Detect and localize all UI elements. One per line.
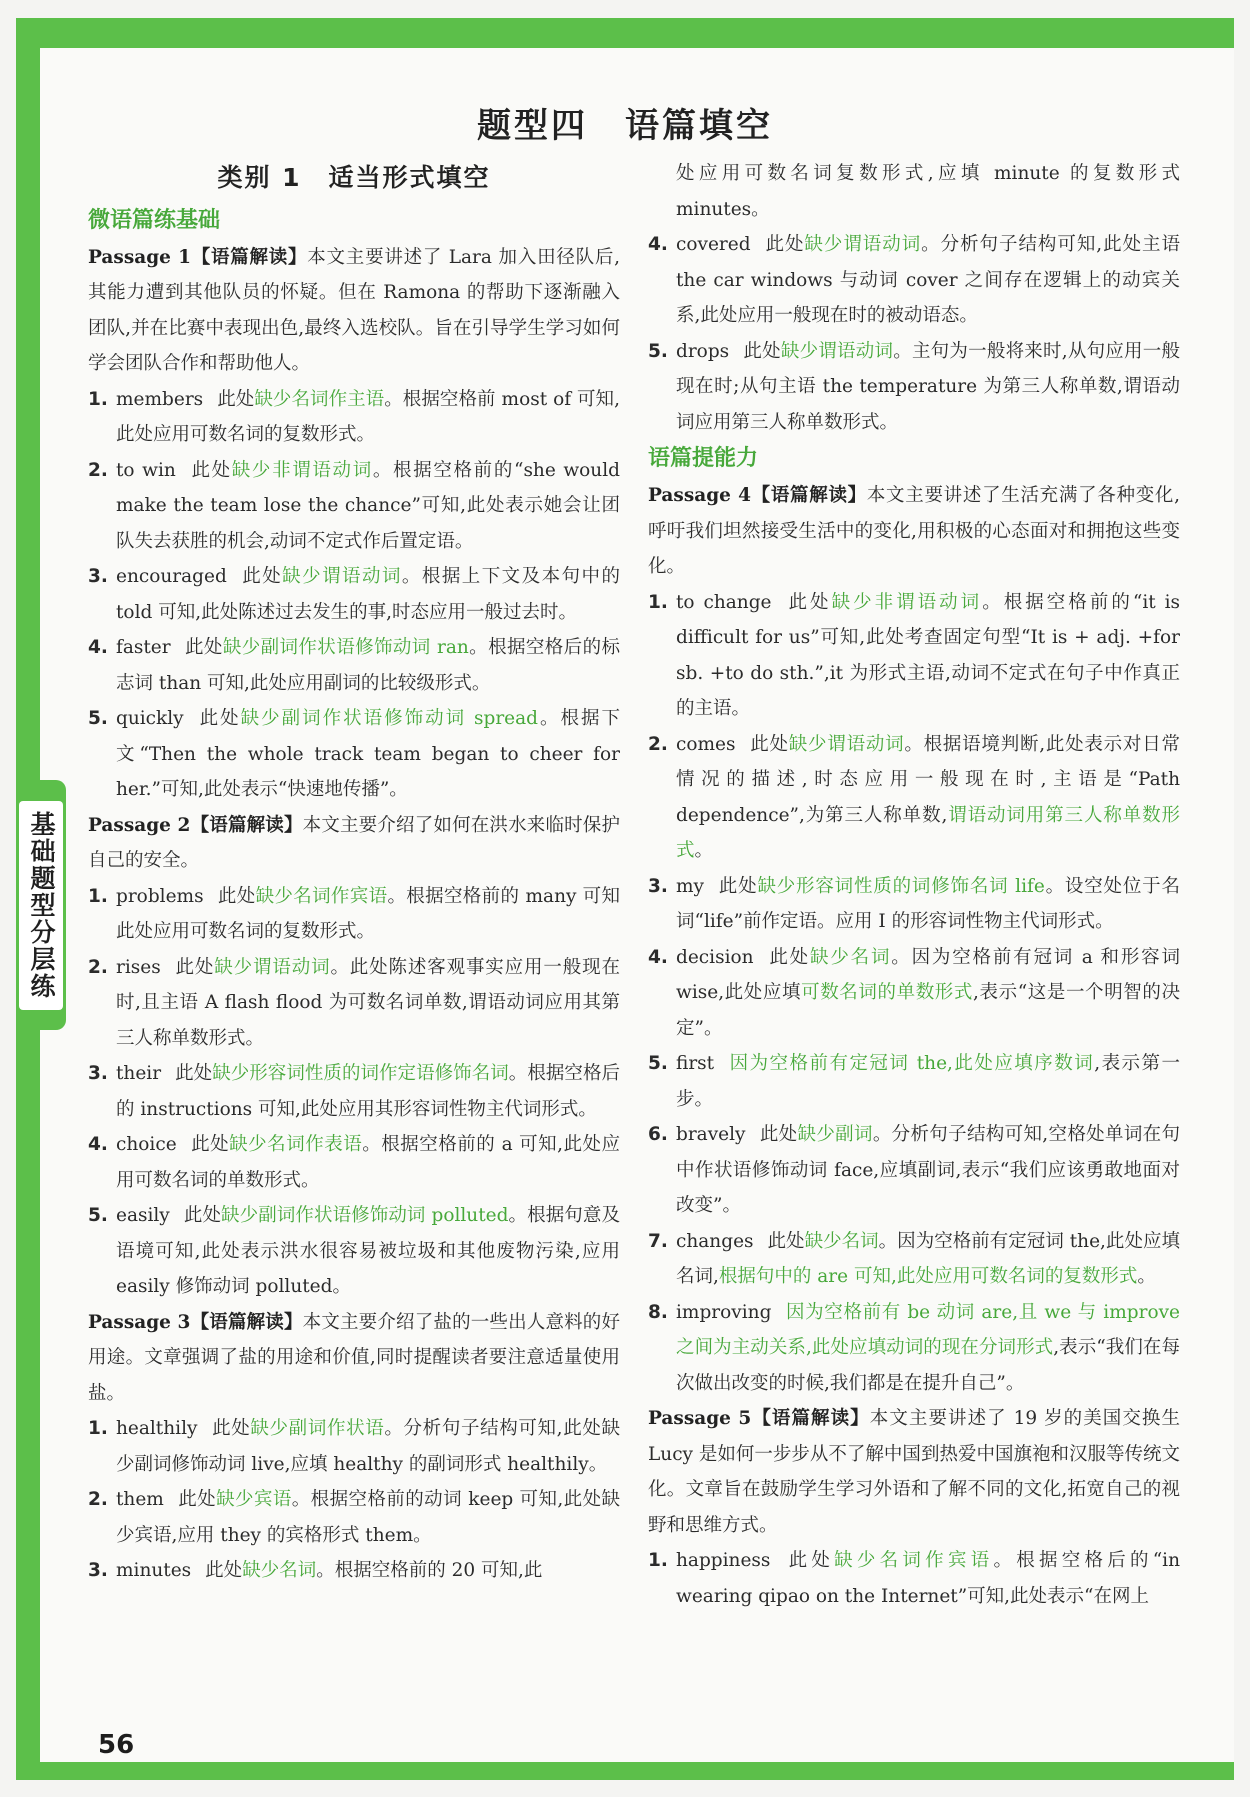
highlight-text: 缺少名词作宾语 xyxy=(255,885,388,907)
item-explanation xyxy=(116,1056,620,1127)
explanation-text: 。根据语境判断,此处表示对日常情况的描述,时态应用一般现在时,主语是“Path dependence”,为第三人称单数, xyxy=(676,733,1180,826)
item-number: 4. xyxy=(88,637,108,658)
explanation-text: 此处 xyxy=(749,733,789,755)
passage-1-intro xyxy=(88,240,620,382)
item-number: 5. xyxy=(648,1053,668,1074)
answer-item xyxy=(648,1117,1180,1224)
answer-item xyxy=(88,1411,620,1482)
item-explanation xyxy=(116,950,620,1057)
explanation-text: 。根据空格前 most of 可知,此处应用可数名词的复数形式。 xyxy=(116,388,620,445)
passage-heading: Passage 5【语篇解读】 xyxy=(648,1408,870,1429)
passage-summary: 本文主要讲述了 19 岁的美国交换生 Lucy 是如何一步步从不了解中国到热爱中国旗袍和汉服等传统文化。文章旨在鼓励学生学习外语和了解不同的文化,拓宽自己的视野和思维方式。 xyxy=(648,1408,1180,1536)
item-explanation xyxy=(116,1553,620,1589)
answer-word: encouraged xyxy=(116,566,227,587)
answer-word: happiness xyxy=(676,1550,771,1571)
explanation-text: 此处 xyxy=(240,566,283,587)
passage-3-items-cont xyxy=(648,227,1180,440)
explanation-text: 。根据空格前的“it is difficult for us”可知,此处考查固定句型“It is + adj. +for sb. +to do sth.”,it 为形式主语,动词不定式在句子中作真正的主语。 xyxy=(676,591,1180,719)
answer-item xyxy=(88,1056,620,1127)
answer-item xyxy=(88,1553,620,1589)
answer-item xyxy=(648,334,1180,441)
item-explanation xyxy=(676,227,1180,334)
explanation-text: 此处 xyxy=(190,1134,230,1155)
explanation-text: 。根据下文“Then the whole track team began to cheer for her.”可知,此处表示“快速地传播”。 xyxy=(116,708,620,800)
side-tab-label: 基础题型分层练 xyxy=(19,801,63,1010)
section-heading-basic: 微语篇练基础 xyxy=(88,207,221,233)
answer-word: them xyxy=(116,1489,164,1510)
passage-2-intro xyxy=(88,808,620,879)
item-explanation xyxy=(116,1127,620,1198)
passage-heading: Passage 4【语篇解读】 xyxy=(648,485,867,506)
passage-summary: 本文主要讲述了 Lara 加入田径队后,其能力遭到其他队员的怀疑。但在 Ramona 的帮助下逐渐融入团队,并在比赛中表现出色,最终入选校队。旨在引导学生学习如何学会团队合作和帮助他人。 xyxy=(88,246,620,374)
explanation-text: 此处 xyxy=(183,1205,222,1226)
highlight-text: 缺少形容词性质的词作定语修饰名词 xyxy=(212,1063,509,1084)
explanation-text: 。根据空格前的动词 keep 可知,此处缺少宾语,应用 they 的宾格形式 them。 xyxy=(116,1489,620,1546)
answer-item xyxy=(648,1224,1180,1295)
explanation-text: 。根据空格后的“in wearing qipao on the Internet”可知,此处表示“在网上 xyxy=(676,1550,1180,1607)
highlight-text: 缺少形容词性质的词修饰名词 life xyxy=(757,875,1045,897)
highlight-text: 因为空格前有定冠词 the,此处应填序数词 xyxy=(728,1053,1095,1074)
highlight-text: 缺少名词作表语 xyxy=(229,1134,363,1155)
answer-item xyxy=(648,1295,1180,1402)
category-title: 类别 1 适当形式填空 xyxy=(217,163,491,192)
item-explanation xyxy=(116,879,620,950)
item-explanation xyxy=(676,1295,1180,1402)
explanation-text: 此处 xyxy=(759,1124,798,1145)
frame-bottom-bar xyxy=(16,1762,1234,1780)
item-explanation xyxy=(116,559,620,630)
explanation-text: 。根据空格前的 20 可知,此 xyxy=(316,1560,543,1581)
answer-item xyxy=(648,869,1180,940)
highlight-text: 可数名词的单数形式 xyxy=(801,982,974,1003)
item-explanation xyxy=(676,869,1180,940)
highlight-text: 缺少谓语动词 xyxy=(804,234,922,255)
explanation-text: 。分析句子结构可知,此处主语 the car windows 与动词 cover 之间存在逻辑上的动宾关系,此处应用一般现在时的被动语态。 xyxy=(676,234,1180,326)
item-explanation xyxy=(116,701,620,808)
passage-summary: 本文主要讲述了生活充满了各种变化,呼吁我们坦然接受生活中的变化,用积极的心态面对和拥抱这些变化。 xyxy=(648,485,1180,577)
item-number: 4. xyxy=(88,1134,108,1155)
highlight-text: 缺少宾语 xyxy=(216,1489,292,1510)
passage-summary: 本文主要介绍了盐的一些出人意料的好用途。文章强调了盐的用途和价值,同时提醒读者要注意适量使用盐。 xyxy=(88,1311,620,1404)
item-number: 2. xyxy=(88,1489,108,1510)
answer-word: their xyxy=(116,1063,162,1084)
passage-5-items xyxy=(648,1543,1180,1614)
explanation-text: 。根据句意及语境可知,此处表示洪水很容易被垃圾和其他废物污染,应用 easily 修饰动词 polluted。 xyxy=(116,1205,620,1297)
item-number: 1. xyxy=(648,1550,668,1571)
explanation-text: 。分析句子结构可知,此处缺少副词修饰动词 live,应填 healthy 的副词形式 healthily。 xyxy=(116,1418,620,1475)
answer-word: choice xyxy=(116,1134,177,1155)
passage-3-intro xyxy=(88,1305,620,1412)
item-number: 3. xyxy=(88,1063,108,1084)
answer-word: quickly xyxy=(116,708,184,729)
highlight-text: 缺少谓语动词 xyxy=(214,956,331,978)
item-explanation xyxy=(116,1411,620,1482)
answer-word: problems xyxy=(116,885,204,907)
explanation-text: 。 xyxy=(1137,1266,1156,1287)
explanation-text: 。根据空格前的 a 可知,此处应用可数名词的单数形式。 xyxy=(116,1134,620,1191)
highlight-text: 缺少名词 xyxy=(804,1230,879,1252)
passage-3-items xyxy=(88,1411,620,1589)
answer-item xyxy=(88,879,620,950)
highlight-text: 缺少谓语动词 xyxy=(282,566,402,587)
explanation-text: 此处 xyxy=(217,885,256,907)
frame-top-bar xyxy=(16,18,1234,48)
explanation-text: 。因为空格前有冠词 a 和形容词 wise,此处应填 xyxy=(676,946,1180,1003)
answer-item xyxy=(648,1046,1180,1117)
explanation-text: ,表示“这是一个明智的决定”。 xyxy=(676,982,1180,1039)
answer-item xyxy=(88,630,620,701)
explanation-text: 此处 xyxy=(217,388,255,410)
passage-4-items xyxy=(648,585,1180,1402)
highlight-text: 缺少名词 xyxy=(242,1560,317,1581)
explanation-text: 。根据空格后的标志词 than 可知,此处应用副词的比较级形式。 xyxy=(116,637,620,694)
item-number: 2. xyxy=(648,733,668,755)
highlight-text: 缺少非谓语动词 xyxy=(831,591,983,613)
highlight-text: 因为空格前有 be 动词 are,且 we 与 improve 之间为主动关系,此处应填动词的现在分词形式 xyxy=(676,1301,1180,1358)
section-heading-advance: 语篇提能力 xyxy=(648,446,759,471)
answer-item xyxy=(648,1543,1180,1614)
continued-text: 处应用可数名词复数形式,应填 minute 的复数形式 minutes。 xyxy=(676,163,1180,220)
highlight-text: 缺少副词作状语修饰动词 ran xyxy=(222,637,469,658)
explanation-text: 。根据空格前的“she would make the team lose the chance”可知,此处表示她会让团队失去获胜的机会,动词不定式作后置定语。 xyxy=(116,459,620,552)
item-number: 4. xyxy=(648,946,668,968)
item-explanation xyxy=(676,1046,1180,1117)
highlight-text: 谓语动词用第三人称单数形式 xyxy=(676,804,1180,861)
item-explanation xyxy=(676,1543,1180,1614)
answer-word: easily xyxy=(116,1205,170,1226)
answer-word: minutes xyxy=(116,1560,192,1581)
page-title: 题型四 语篇填空 xyxy=(477,106,773,146)
explanation-text: 。此处陈述客观事实应用一般现在时,且主语 A flash flood 为可数名词单数,谓语动词应用其第三人称单数形式。 xyxy=(116,956,620,1049)
item-number: 2. xyxy=(88,459,108,481)
item-number: 8. xyxy=(648,1301,668,1323)
explanation-text: 此处 xyxy=(177,1489,217,1510)
highlight-text: 缺少副词作状语修饰动词 spread xyxy=(240,708,538,729)
item-explanation xyxy=(676,727,1180,869)
passage-heading: Passage 3【语篇解读】 xyxy=(88,1311,303,1333)
item-number: 1. xyxy=(648,591,668,613)
answer-item xyxy=(648,585,1180,727)
answer-word: improving xyxy=(676,1301,772,1323)
explanation-text: 此处 xyxy=(764,234,805,255)
answer-word: changes xyxy=(676,1230,754,1252)
explanation-text: ,表示第一步。 xyxy=(676,1053,1180,1110)
explanation-text: 。设空处位于名词“life”前作定语。应用 I 的形容词性物主代词形式。 xyxy=(676,875,1180,932)
item-explanation xyxy=(116,1482,620,1553)
explanation-text: 此处 xyxy=(743,340,781,362)
explanation-text: 。根据空格前的 many 可知此处应用可数名词的复数形式。 xyxy=(116,885,620,942)
answer-item xyxy=(648,727,1180,869)
highlight-text: 缺少副词 xyxy=(797,1124,873,1145)
answer-item xyxy=(88,1198,620,1305)
explanation-text: 此处 xyxy=(785,591,832,613)
page-number: 56 xyxy=(98,1730,135,1760)
answer-word: to change xyxy=(676,591,772,613)
explanation-text: 此处 xyxy=(205,1560,243,1581)
answer-item xyxy=(88,453,620,560)
item-explanation xyxy=(676,940,1180,1047)
explanation-text: 。主句为一般将来时,从句应用一般现在时;从句主语 the temperature 为第三人称单数,谓语动词应用第三人称单数形式。 xyxy=(676,340,1180,433)
highlight-text: 缺少名词 xyxy=(810,946,892,968)
item-number: 5. xyxy=(648,340,668,362)
item-number: 3. xyxy=(88,566,108,587)
answer-item xyxy=(648,940,1180,1047)
explanation-text: 此处 xyxy=(211,1418,251,1439)
highlight-text: 缺少谓语动词 xyxy=(780,340,894,362)
explanation-text: 此处 xyxy=(189,459,232,481)
answer-word: healthily xyxy=(116,1418,198,1439)
answer-item xyxy=(88,1482,620,1553)
answer-word: my xyxy=(676,875,704,897)
explanation-text: 此处 xyxy=(174,956,215,978)
item-number: 3. xyxy=(648,875,668,897)
answer-word: decision xyxy=(676,946,754,968)
passage-4-intro xyxy=(648,478,1180,585)
answer-item xyxy=(88,1127,620,1198)
highlight-text: 缺少谓语动词 xyxy=(788,733,905,755)
item-explanation xyxy=(676,585,1180,727)
passage-heading: Passage 1【语篇解读】 xyxy=(88,246,308,268)
item-explanation xyxy=(676,334,1180,441)
highlight-text: 缺少非谓语动词 xyxy=(231,459,373,481)
explanation-text: 此处 xyxy=(197,708,241,729)
answer-word: comes xyxy=(676,733,736,755)
item-explanation xyxy=(676,1224,1180,1295)
item-number: 7. xyxy=(648,1230,668,1252)
item-explanation xyxy=(116,453,620,560)
answer-item xyxy=(88,382,620,453)
answer-word: first xyxy=(676,1053,715,1074)
explanation-text: 此处 xyxy=(767,946,810,968)
item-explanation xyxy=(116,382,620,453)
passage-summary: 本文主要介绍了如何在洪水来临时保护自己的安全。 xyxy=(88,814,620,871)
highlight-text: 缺少名词作主语 xyxy=(254,388,385,410)
answer-word: drops xyxy=(676,340,730,362)
answer-item xyxy=(88,950,620,1057)
passage-2-items xyxy=(88,879,620,1305)
passage-5-intro xyxy=(648,1401,1180,1543)
item-number: 4. xyxy=(648,234,668,255)
item-number: 6. xyxy=(648,1124,668,1145)
item-number: 1. xyxy=(88,388,108,410)
explanation-text: 此处 xyxy=(184,637,223,658)
answer-word: members xyxy=(116,388,204,410)
right-column xyxy=(648,156,1180,1614)
explanation-text: 。分析句子结构可知,空格处单词在句中作状语修饰动词 face,应填副词,表示“我们应该勇敢地面对改变”。 xyxy=(676,1124,1180,1216)
passage-heading: Passage 2【语篇解读】 xyxy=(88,814,303,836)
item-number: 5. xyxy=(88,708,108,729)
answer-word: faster xyxy=(116,637,171,658)
answer-item xyxy=(88,559,620,630)
item-number: 2. xyxy=(88,956,108,978)
highlight-text: 缺少名词作宾语 xyxy=(834,1550,994,1571)
item-number: 3. xyxy=(88,1560,108,1581)
explanation-text: ,表示“我们在每次做出改变的时候,我们都是在提升自己”。 xyxy=(676,1337,1180,1394)
explanation-text: 。根据空格后的 instructions 可知,此处应用其形容词性物主代词形式。 xyxy=(116,1063,620,1120)
highlight-text: 缺少副词作状语 xyxy=(250,1418,385,1439)
left-column xyxy=(88,160,620,1589)
explanation-text: 此处 xyxy=(175,1063,213,1084)
item-number: 5. xyxy=(88,1205,108,1226)
highlight-text: 根据句中的 are 可知,此处应用可数名词的复数形式 xyxy=(718,1266,1138,1287)
answer-word: covered xyxy=(676,234,751,255)
explanation-text: 此处 xyxy=(784,1550,835,1571)
answer-item xyxy=(648,227,1180,334)
item-number: 1. xyxy=(88,885,108,907)
explanation-text: 。 xyxy=(694,840,714,861)
item-number: 1. xyxy=(88,1418,108,1439)
explanation-text: 。因为空格前有定冠词 the,此处应填名词, xyxy=(676,1230,1180,1287)
answer-word: rises xyxy=(116,956,161,978)
item-explanation xyxy=(676,1117,1180,1224)
explanation-text: 。根据上下文及本句中的 told 可知,此处陈述过去发生的事,时态应用一般过去时。 xyxy=(116,566,620,623)
item-explanation xyxy=(116,1198,620,1305)
item-explanation xyxy=(116,630,620,701)
side-tab xyxy=(16,780,66,1030)
answer-word: bravely xyxy=(676,1124,746,1145)
passage-1-items xyxy=(88,382,620,808)
highlight-text: 缺少副词作状语修饰动词 polluted xyxy=(221,1205,509,1226)
explanation-text: 此处 xyxy=(718,875,758,897)
answer-item xyxy=(88,701,620,808)
explanation-text: 此处 xyxy=(767,1230,805,1252)
answer-word: to win xyxy=(116,459,176,481)
